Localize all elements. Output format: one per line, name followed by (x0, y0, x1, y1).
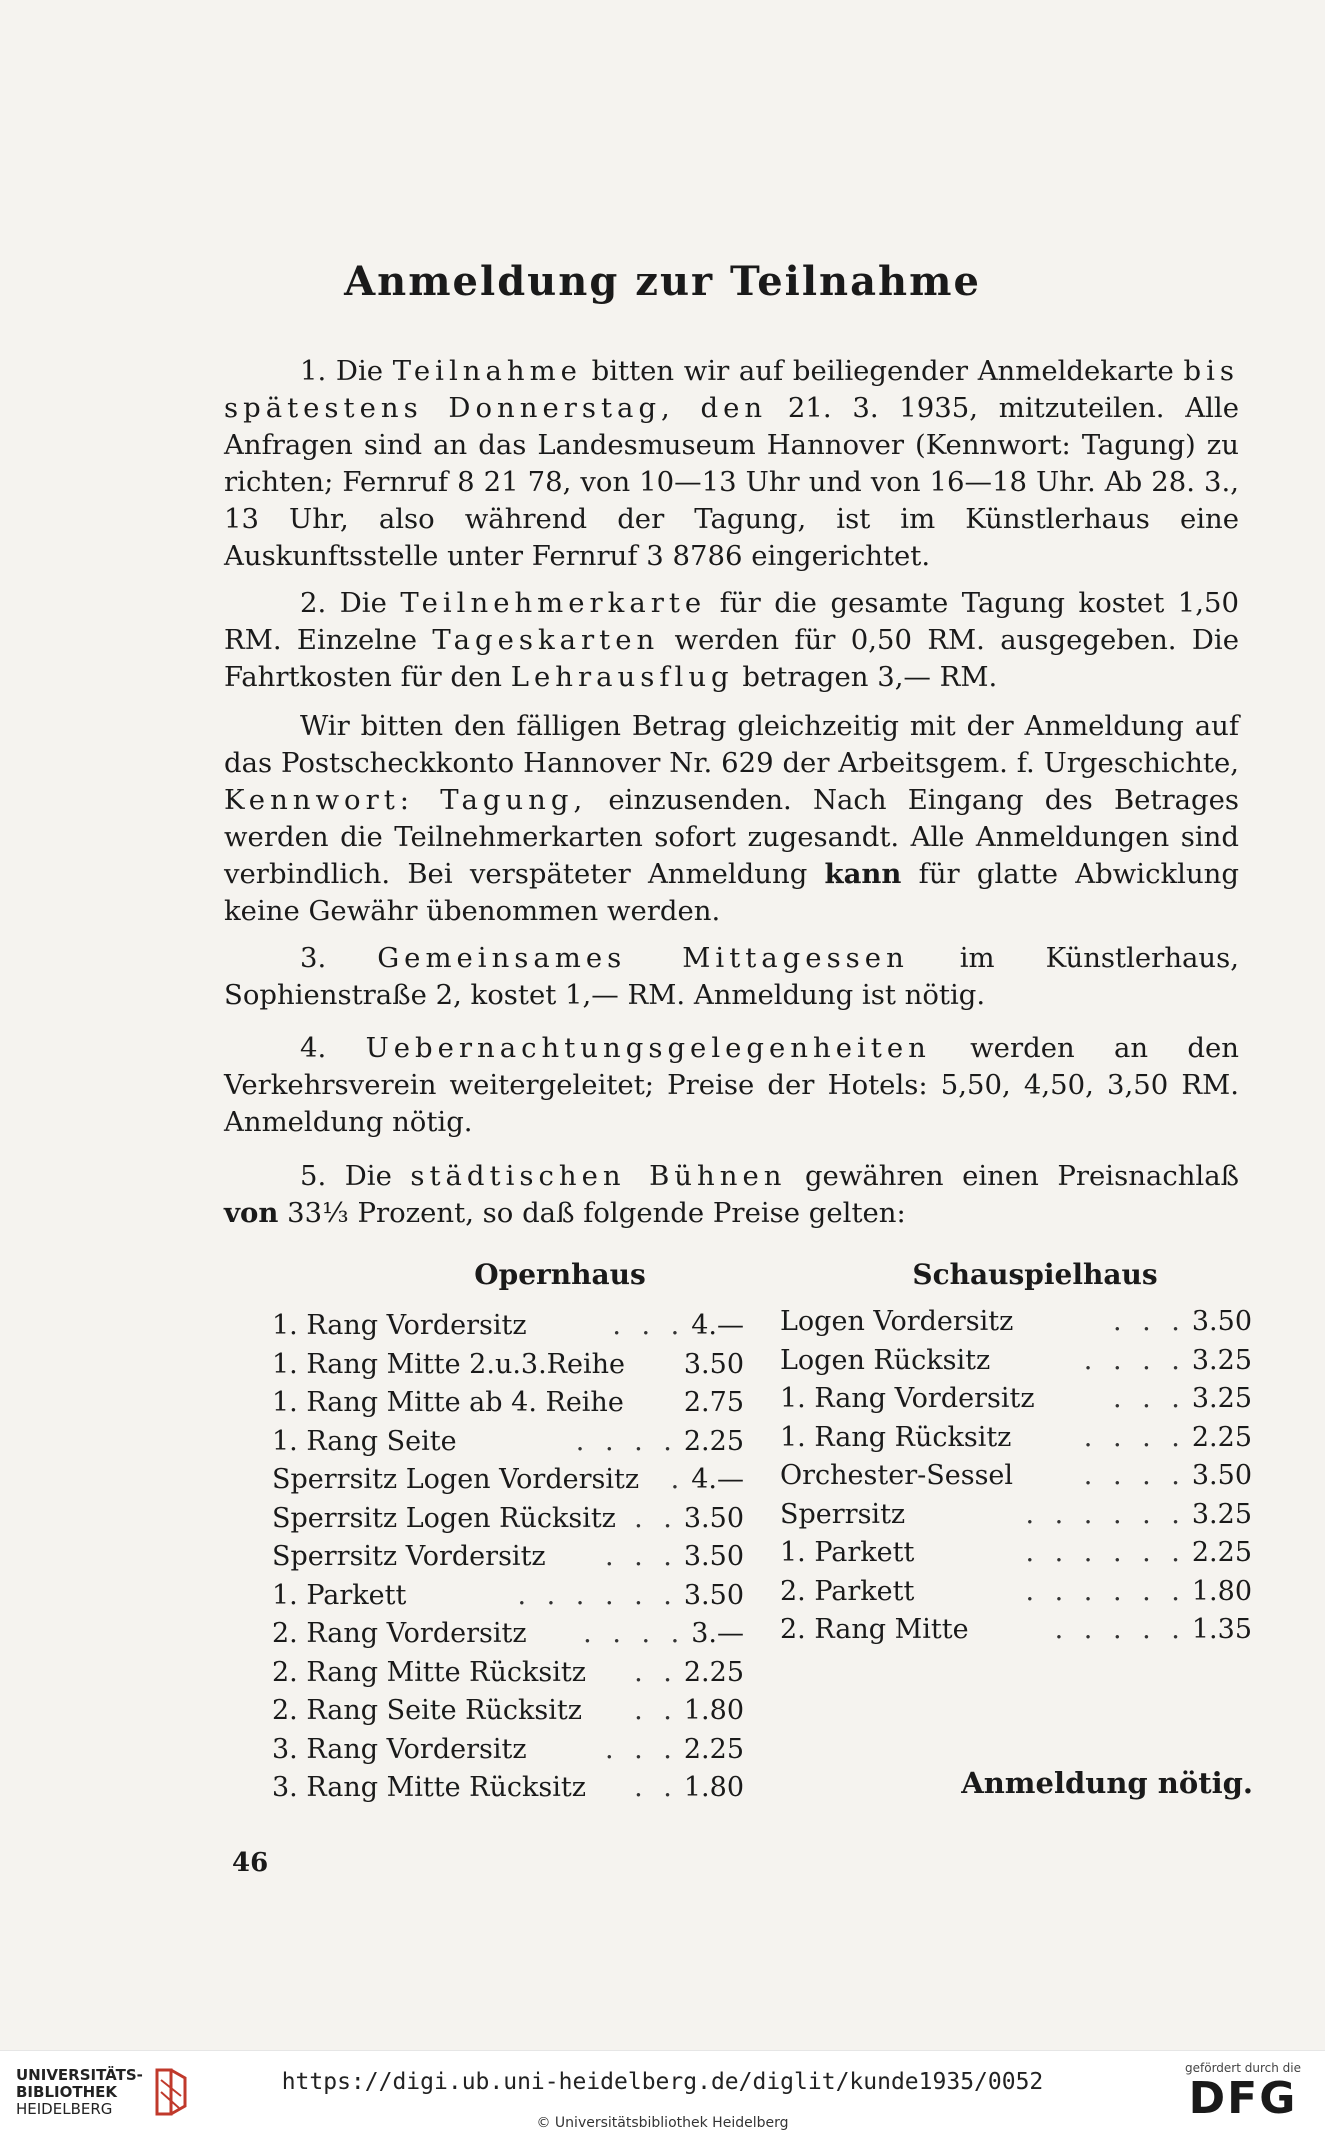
seat-category: 1. Rang Vordersitz (780, 1383, 1035, 1414)
dot-leader: . . . (1112, 1383, 1186, 1414)
price-row (780, 1537, 1252, 1576)
paragraph-5: 4. Uebernachtungsgelegenheiten werden an den Verkehrsverein weitergeleitet; Preise der Hotels: 5,50, 4,50, 3,50 RM. Anmeldung nötig. (224, 1032, 1240, 1138)
permalink-url[interactable]: https://digi.ub.uni-heidelberg.de/diglit/kunde1935/0052 (281, 2069, 1044, 2095)
price-value: 2.25 (683, 1656, 744, 1688)
price-value: 3.50 (683, 1541, 744, 1572)
dot-leader: . . . (612, 1310, 686, 1341)
seat-category: Orchester-Sessel (780, 1460, 1014, 1491)
price-value: 3.25 (1191, 1383, 1252, 1414)
schauspielhaus-price-list (780, 1306, 1252, 1653)
dot-leader: . . . . (1083, 1460, 1186, 1491)
seat-category: Sperrsitz Logen Vordersitz (272, 1464, 640, 1495)
seat-category: Logen Rücksitz (780, 1344, 991, 1376)
price-row (272, 1695, 744, 1734)
page-number: 46 (232, 1848, 269, 1878)
dot-leader: . . . (604, 1541, 678, 1572)
price-row (272, 1657, 744, 1696)
price-row (272, 1464, 744, 1503)
dot-leader: . (670, 1464, 686, 1495)
price-row (780, 1345, 1252, 1384)
price-row (780, 1499, 1252, 1538)
seat-category: 3. Rang Vordersitz (272, 1733, 527, 1765)
price-value: 1.80 (1191, 1575, 1252, 1607)
dot-leader: . . . (604, 1733, 678, 1765)
price-row (780, 1460, 1252, 1499)
price-value: 2.25 (1191, 1421, 1252, 1453)
price-value: 4.— (691, 1464, 744, 1495)
price-value: 3.50 (1191, 1460, 1252, 1491)
price-value: 3.25 (1191, 1498, 1252, 1530)
price-row (780, 1422, 1252, 1461)
paragraph-3: Wir bitten den fälligen Betrag gleichzeitig mit der Anmeldung auf das Postscheckkonto Hannover Nr. 629 der Arbeitsgem. f. Urgeschichte, Kennwort: Tagung, einzusenden. Nach Eingang des Betrages werden die Teilnehmerkarten sofort zugesandt. Alle Anmeldungen sind verbindlich. Bei verspäteter Anmeldung kann für glatte Abwicklung keine Gewähr übenommen werden. (224, 710, 1240, 927)
dot-leader: . . (634, 1772, 678, 1803)
footer-bar (0, 2050, 1325, 2148)
seat-category: 1. Rang Mitte 2.u.3.Reihe (272, 1348, 625, 1380)
price-row (780, 1576, 1252, 1615)
price-row (272, 1734, 744, 1773)
dot-leader: . . . . . (1054, 1614, 1186, 1645)
seat-category: 2. Parkett (780, 1575, 915, 1607)
price-value: 3.25 (1191, 1344, 1252, 1376)
dot-leader: . . . . (1083, 1344, 1186, 1376)
price-row (272, 1310, 744, 1349)
price-row (272, 1541, 744, 1580)
seat-category: 3. Rang Mitte Rücksitz (272, 1772, 586, 1803)
library-name-line1: UNIVERSITÄTS- (16, 2065, 143, 2084)
seat-category: Logen Vordersitz (780, 1306, 1014, 1337)
price-value: 3.50 (683, 1502, 744, 1534)
seat-category: 2. Rang Vordersitz (272, 1618, 527, 1649)
opernhaus-price-list (272, 1310, 744, 1811)
schauspielhaus-heading: Schauspielhaus (912, 1258, 1158, 1291)
seat-category: 1. Rang Vordersitz (272, 1310, 527, 1341)
dot-leader: . . . . . . (1025, 1575, 1186, 1607)
dot-leader: . . (634, 1695, 678, 1726)
dot-leader: . . . . . . (517, 1579, 678, 1611)
seat-category: 2. Rang Seite Rücksitz (272, 1695, 582, 1726)
paragraph-2: 2. Die Teilnehmerkarte für die gesamte Tagung kostet 1,50 RM. Einzelne Tageskarten werden für 0,50 RM. ausgegeben. Die Fahrtkosten für den Lehrausflug betragen 3,— RM. (224, 587, 1239, 693)
price-row (780, 1306, 1252, 1345)
price-row (272, 1503, 744, 1542)
paragraph-6: 5. Die städtischen Bühnen gewähren einen Preisnachlaß von 33⅓ Prozent, so daß folgende Preise gelten: (224, 1160, 1239, 1229)
library-name-line3: HEIDELBERG (16, 2099, 113, 2118)
dot-leader: . . (634, 1656, 678, 1688)
paragraph-1: 1. Die Teilnahme bitten wir auf beiliegender Anmeldekarte bis spätestens Donnerstag, den 21. 3. 1935, mitzuteilen. Alle Anfragen sind an das Landesmuseum Hannover (Kennwort: Tagung) zu richten; Fernruf 8 21 78, von 10—13 Uhr und von 16—18 Uhr. Ab 28. 3., 13 Uhr, also während der Tagung, ist im Künstlerhaus eine Auskunftsstelle unter Fernruf 3 8786 eingerichtet. (224, 355, 1239, 572)
price-row (780, 1614, 1252, 1653)
seat-category: 2. Rang Mitte (780, 1614, 969, 1645)
dot-leader: . . . . (583, 1618, 686, 1649)
page-title: Anmeldung zur Teilnahme (344, 258, 981, 305)
price-value: 4.— (691, 1310, 744, 1341)
price-value: 2.75 (683, 1387, 744, 1418)
dot-leader: . . (634, 1502, 678, 1534)
seat-category: 1. Rang Mitte ab 4. Reihe (272, 1387, 624, 1418)
dot-leader: . . . . . . (1025, 1498, 1186, 1530)
paragraph-4: 3. Gemeinsames Mittagessen im Künstlerhaus, Sophienstraße 2, kostet 1,— RM. Anmeldung ist nötig. (224, 942, 1239, 1011)
price-value: 1.35 (1191, 1614, 1252, 1645)
dot-leader: . . . . (575, 1425, 678, 1457)
seat-category: 1. Parkett (780, 1537, 915, 1568)
price-value: 3.50 (683, 1579, 744, 1611)
seat-category: Sperrsitz Vordersitz (272, 1541, 546, 1572)
price-value: 3.50 (1191, 1306, 1252, 1337)
seat-category: 1. Parkett (272, 1579, 407, 1611)
copyright-notice: © Universitätsbibliothek Heidelberg (536, 2115, 789, 2131)
funder-logo-text: DFG (1188, 2073, 1298, 2124)
price-value: 1.80 (683, 1695, 744, 1726)
dfg-logo (1185, 2061, 1301, 2123)
dot-leader: . . . . . . (1025, 1537, 1186, 1568)
price-row (272, 1618, 744, 1657)
price-row (272, 1580, 744, 1619)
price-value: 2.25 (683, 1425, 744, 1457)
seat-category: 2. Rang Mitte Rücksitz (272, 1656, 586, 1688)
opernhaus-heading: Opernhaus (474, 1258, 646, 1291)
price-row (272, 1387, 744, 1426)
seat-category: 1. Rang Rücksitz (780, 1421, 1012, 1453)
price-value: 2.25 (1191, 1537, 1252, 1568)
dot-leader: . . . . (1083, 1421, 1186, 1453)
price-value: 1.80 (683, 1772, 744, 1803)
price-value: 2.25 (683, 1733, 744, 1765)
seat-category: Sperrsitz (780, 1498, 906, 1530)
seat-category: 1. Rang Seite (272, 1425, 457, 1457)
price-value: 3.50 (683, 1348, 744, 1380)
funder-caption: gefördert durch die (1185, 2061, 1301, 2075)
price-row (780, 1383, 1252, 1422)
price-row (272, 1349, 744, 1388)
library-name-line2: BIBLIOTHEK (16, 2082, 117, 2101)
price-row (272, 1772, 744, 1811)
price-value: 3.— (691, 1618, 744, 1649)
registration-note: Anmeldung nötig. (961, 1766, 1253, 1800)
seat-category: Sperrsitz Logen Rücksitz (272, 1502, 616, 1534)
price-row (272, 1426, 744, 1465)
dot-leader: . . . (1112, 1306, 1186, 1337)
